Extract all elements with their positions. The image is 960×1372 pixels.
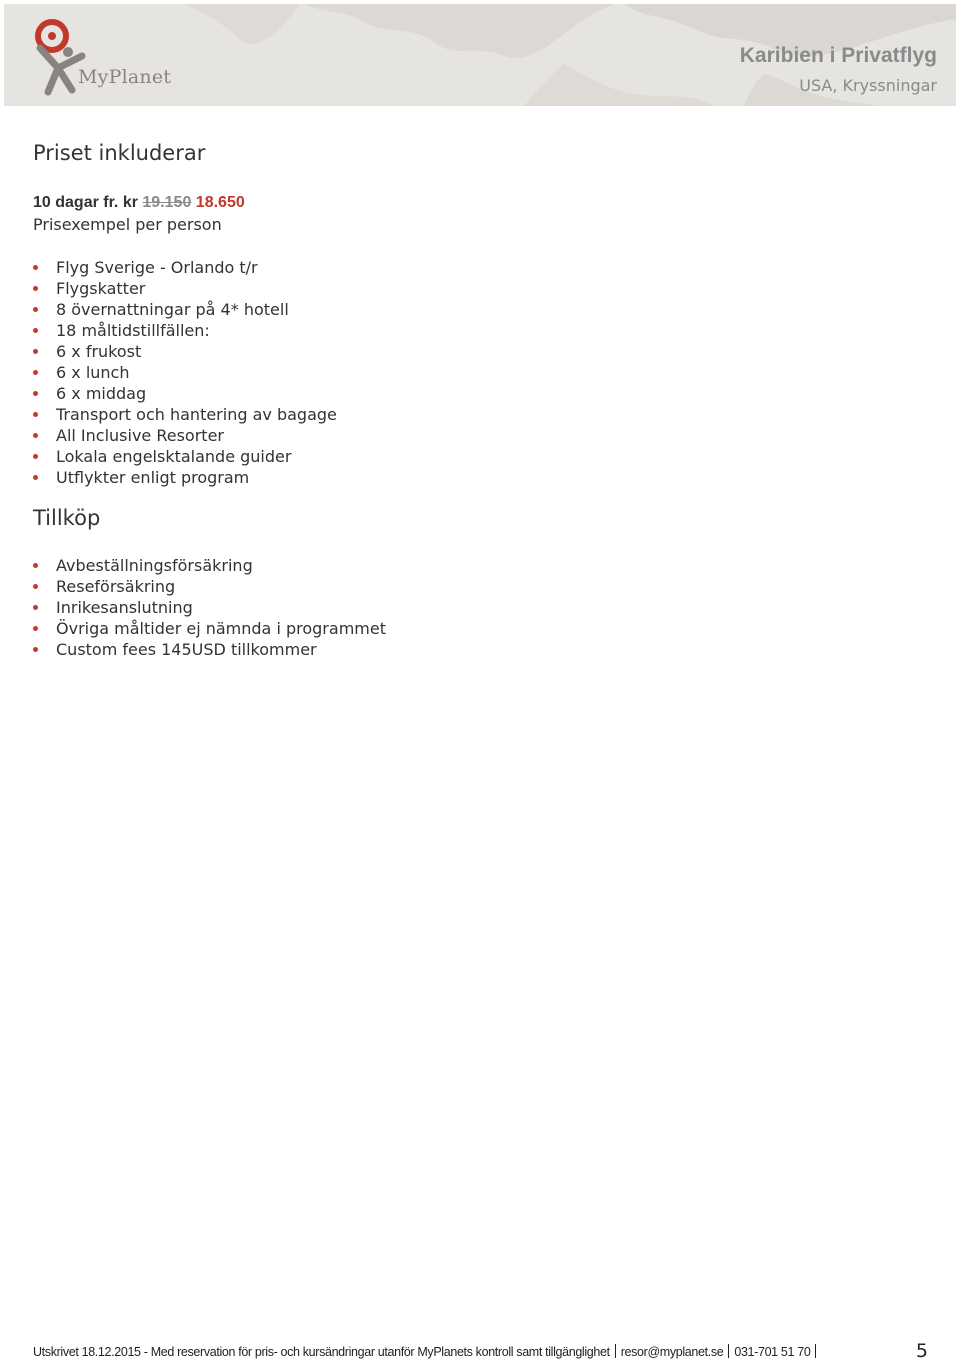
footer-email[interactable]: resor@myplanet.se [620, 1345, 724, 1359]
list-item: 6 x lunch [33, 362, 337, 383]
price-prefix: 10 dagar fr. kr [33, 194, 138, 211]
list-item: Reseförsäkring [33, 576, 386, 597]
included-heading: Priset inkluderar [33, 141, 206, 165]
list-item: Lokala engelsktalande guider [33, 446, 337, 467]
trip-subtitle: USA, Kryssningar [799, 76, 937, 95]
list-item: Övriga måltider ej nämnda i programmet [33, 618, 386, 639]
list-item: Avbeställningsförsäkring [33, 555, 386, 576]
list-item: 6 x middag [33, 383, 337, 404]
page-header [4, 4, 956, 106]
list-item: Flygskatter [33, 278, 337, 299]
footer-separator [728, 1344, 729, 1358]
included-list [33, 257, 337, 488]
list-item: Custom fees 145USD tillkommer [33, 639, 386, 660]
list-item: Utflykter enligt program [33, 467, 337, 488]
list-item: Flyg Sverige - Orlando t/r [33, 257, 337, 278]
list-item: 6 x frukost [33, 341, 337, 362]
list-item: 8 övernattningar på 4* hotell [33, 299, 337, 320]
list-item: 18 måltidstillfällen: [33, 320, 337, 341]
list-item: Transport och hantering av bagage [33, 404, 337, 425]
price-old: 19.150 [142, 194, 192, 211]
footer-note: Utskrivet 18.12.2015 - Med reservation för pris- och kursändringar utanför MyPlanets kontroll samt tillgänglighet [33, 1345, 610, 1359]
footer-separator [815, 1344, 816, 1358]
footer-phone: 031-701 51 70 [734, 1345, 811, 1359]
price-new: 18.650 [195, 194, 245, 211]
extras-list [33, 555, 386, 660]
page-footer [33, 1344, 821, 1359]
trip-title: Karibien i Privatflyg [739, 44, 937, 67]
price-line [33, 194, 245, 212]
footer-separator [615, 1344, 616, 1358]
list-item: Inrikesanslutning [33, 597, 386, 618]
extras-heading: Tillköp [33, 506, 101, 530]
list-item: All Inclusive Resorter [33, 425, 337, 446]
price-note: Prisexempel per person [33, 215, 222, 234]
page-number: 5 [915, 1340, 928, 1362]
logo-text: MyPlanet [78, 66, 172, 88]
